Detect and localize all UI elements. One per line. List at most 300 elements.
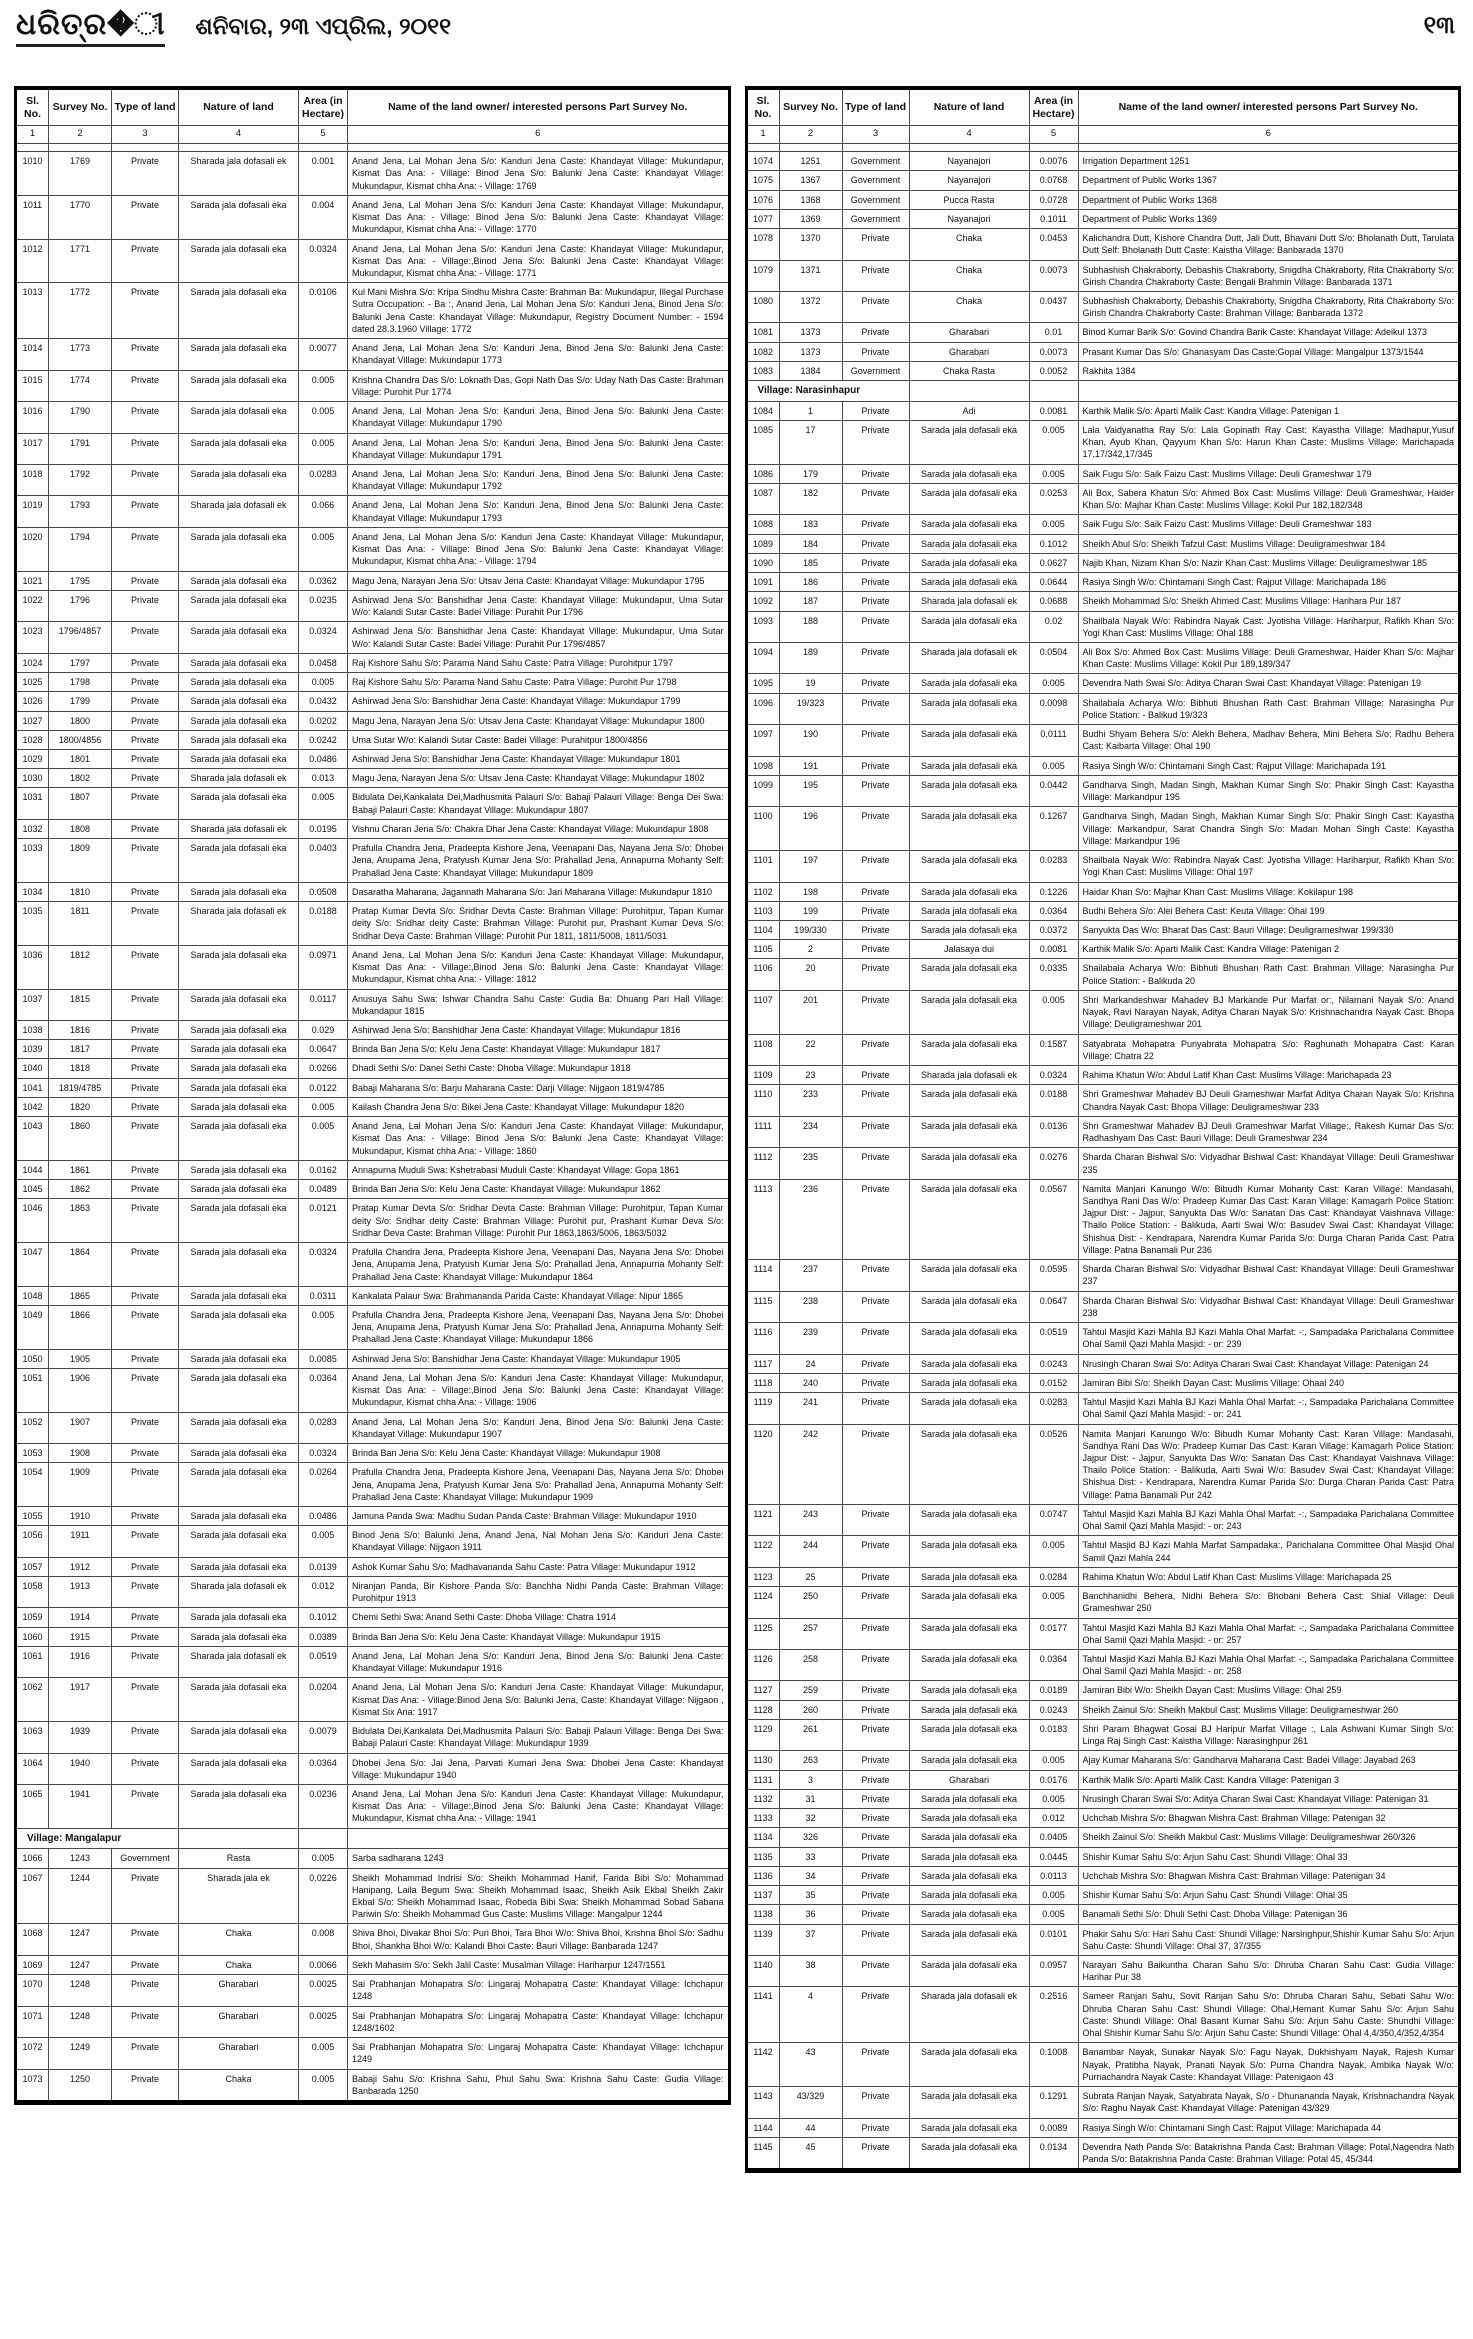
table-row (16, 1557, 730, 1576)
cell-sl-no: 1077 (746, 209, 779, 228)
cell-survey-no: 1796/4857 (49, 622, 112, 653)
cell-type-of-land: Private (112, 1059, 179, 1078)
cell-survey-no: 199/330 (779, 921, 842, 940)
cell-type-of-land: Private (842, 483, 909, 514)
cell-survey-no: 1905 (49, 1349, 112, 1368)
table-row (746, 1789, 1460, 1808)
empty-cell (909, 381, 1029, 402)
cell-sl-no: 1122 (746, 1536, 779, 1567)
cell-sl-no: 1078 (746, 229, 779, 260)
cell-area: 0.005 (299, 788, 348, 819)
cell-nature-of-land: Sarada jala dofasali eka (909, 1587, 1029, 1618)
cell-survey-no: 1910 (49, 1507, 112, 1526)
table-row (16, 673, 730, 692)
cell-survey-no: 196 (779, 807, 842, 851)
cell-type-of-land: Government (842, 171, 909, 190)
cell-survey-no: 43/329 (779, 2087, 842, 2118)
table-row (16, 1059, 730, 1078)
cell-sl-no: 1096 (746, 693, 779, 724)
cell-nature-of-land: Sarada jala dofasali eka (909, 959, 1029, 990)
cell-owner: Nrusingh Charan Swai S/o: Aditya Charan Swai Cast: Khandayat Village: Patenigan 24 (1078, 1354, 1460, 1373)
cell-area: 0.0519 (299, 1646, 348, 1677)
cell-survey-no: 1773 (49, 339, 112, 370)
cell-survey-no: 37 (779, 1924, 842, 1955)
cell-sl-no: 1092 (746, 592, 779, 611)
cell-sl-no: 1064 (16, 1753, 49, 1784)
cell-nature-of-land: Chaka (909, 291, 1029, 322)
table-row (746, 1179, 1460, 1259)
empty-cell (299, 1828, 348, 1849)
cell-sl-no: 1041 (16, 1078, 49, 1097)
cell-nature-of-land: Sarada jala dofasali eka (909, 990, 1029, 1034)
cell-survey-no: 1808 (49, 819, 112, 838)
table-row (746, 1905, 1460, 1924)
cell-sl-no: 1135 (746, 1847, 779, 1866)
cell-type-of-land: Private (112, 622, 179, 653)
cell-area: 0.005 (299, 2069, 348, 2102)
cell-nature-of-land: Sarada jala dofasali eka (179, 882, 299, 901)
cell-owner: Shri Markandeshwar Mahadev BJ Markande Pur Marfat or:, Nilamani Nayak S/o: Anand Nayak, Ravi Narayan Nayak, Aditya Charan Nayak S/o: Krishnachandra Nayak Cast: Bhopa Village: Deuligrameshwar 201 (1078, 990, 1460, 1034)
cell-type-of-land: Private (842, 959, 909, 990)
cell-type-of-land: Private (112, 2038, 179, 2069)
cell-area: 0.0076 (1029, 152, 1078, 171)
cell-area: 0.02 (1029, 611, 1078, 642)
cell-sl-no: 1079 (746, 260, 779, 291)
cell-owner: Anand Jena, Lal Mohan Jena S/o: Kanduri Jena Caste: Khandayat Village: Mukundapur, Kismat Das Ana: - Village: Binod Jena S/o: Balunki Jena Caste: Khandayat Village: Mukundapur, Kismat chha Ana: - Village: 1860 (348, 1117, 730, 1161)
cell-owner: Sekh Mahasim S/o: Sekh Jalil Caste: Musalman Village: Hariharpur 1247/1551 (348, 1955, 730, 1974)
table-row (16, 1463, 730, 1507)
cell-owner: Devendra Nath Swai S/o: Aditya Charan Swai Cast: Khandayat Village: Patenigan 19 (1078, 674, 1460, 693)
cell-sl-no: 1089 (746, 534, 779, 553)
cell-nature-of-land: Sarada jala dofasali eka (179, 945, 299, 989)
cell-nature-of-land: Sarada jala dofasali eka (909, 1886, 1029, 1905)
cell-type-of-land: Private (842, 573, 909, 592)
cell-owner: Anand Jena, Lal Mohan Jena S/o: Kanduri Jena, Binod Jena S/o: Balunki Jena Caste: Khandayat Village: Mukundapur 1907 (348, 1412, 730, 1443)
spacer-cell (179, 144, 299, 152)
cell-owner: Subhashish Chakraborty, Debashis Chakraborty, Snigdha Chakraborty, Rita Chakraborty S/o: Girish Chandra Chakraborty Caste: Bengali Brahmin Village: Banbarada 1371 (1078, 260, 1460, 291)
cell-sl-no: 1053 (16, 1444, 49, 1463)
cell-area: 0.013 (299, 769, 348, 788)
cell-survey-no: 179 (779, 464, 842, 483)
cell-type-of-land: Private (842, 921, 909, 940)
cell-survey-no: 1244 (49, 1868, 112, 1924)
cell-area: 0.0183 (1029, 1719, 1078, 1750)
cell-area: 0.0152 (1029, 1373, 1078, 1392)
cell-nature-of-land: Sarada jala dofasali eka (909, 573, 1029, 592)
cell-owner: Prasant Kumar Das S/o: Ghanasyam Das Caste:Gopal Village: Mangalpur 1373/1544 (1078, 342, 1460, 361)
table-row (746, 940, 1460, 959)
cell-nature-of-land: Sarada jala dofasali eka (909, 1536, 1029, 1567)
table-row (16, 1576, 730, 1607)
cell-owner: Ali Box S/o: Ahmed Box Cast: Muslims Village: Deuli Grameshwar, Haider Khan S/o: Majhar Khan Caste: Muslims Village: Kokil Pur 189,189/347 (1078, 643, 1460, 674)
cell-survey-no: 36 (779, 1905, 842, 1924)
column-number-row (746, 126, 1460, 144)
cell-area: 0.0073 (1029, 260, 1078, 291)
cell-area: 0.0437 (1029, 291, 1078, 322)
cell-sl-no: 1115 (746, 1291, 779, 1322)
header-row (746, 88, 1460, 126)
cell-type-of-land: Private (112, 1785, 179, 1829)
cell-type-of-land: Private (842, 674, 909, 693)
table-row (746, 921, 1460, 940)
cell-sl-no: 1131 (746, 1770, 779, 1789)
cell-owner: Kailash Chandra Jena S/o: Bikei Jena Caste: Khandayat Village: Mukundapur 1820 (348, 1097, 730, 1116)
cell-owner: Shri Param Bhagwat Gosai BJ Haripur Marfat Village :, Lala Ashwani Kumar Singh S/o: Linga Raj Singh Cast: Kaistha Village: Narasinghpur 261 (1078, 1719, 1460, 1750)
cell-sl-no: 1010 (16, 152, 49, 196)
table-row (746, 1424, 1460, 1504)
cell-owner: Shailbala Nayak W/o: Rabindra Nayak Cast: Jyotisha Village: Hariharpur, Rafikh Khan S/o: Yogi Khan Cast: Muslims Village: Ohal 197 (1078, 851, 1460, 882)
cell-type-of-land: Private (112, 1678, 179, 1722)
cell-owner: Karthik Malik S/o: Aparti Malik Cast: Kandra Village: Patenigan 2 (1078, 940, 1460, 959)
cell-survey-no: 44 (779, 2118, 842, 2137)
cell-area: 0.0276 (1029, 1148, 1078, 1179)
cell-area: 0.0283 (299, 465, 348, 496)
cell-sl-no: 1060 (16, 1627, 49, 1646)
cell-sl-no: 1052 (16, 1412, 49, 1443)
cell-nature-of-land: Sarada jala dofasali eka (909, 483, 1029, 514)
table-row (16, 370, 730, 401)
table-row (746, 1719, 1460, 1750)
cell-survey-no: 1248 (49, 2006, 112, 2037)
cell-area: 0.0134 (1029, 2137, 1078, 2170)
cell-sl-no: 1082 (746, 342, 779, 361)
cell-type-of-land: Private (112, 496, 179, 527)
cell-type-of-land: Private (842, 401, 909, 420)
cell-owner: Gandharva Singh, Madan Singh, Makhan Kumar Singh S/o: Phakir Singh Cast: Kayastha Village: Markandpur, Sarat Chandra Singh S/o: Madan Mohan Singh Caste: Kayastha Village: Markandpur 196 (1078, 807, 1460, 851)
cell-nature-of-land: Sarada jala dofasali eka (179, 1020, 299, 1039)
cell-type-of-land: Private (112, 1463, 179, 1507)
cell-type-of-land: Private (112, 1955, 179, 1974)
cell-type-of-land: Private (112, 1040, 179, 1059)
cell-area: 0.005 (1029, 1905, 1078, 1924)
cell-type-of-land: Private (112, 1349, 179, 1368)
cell-survey-no: 244 (779, 1536, 842, 1567)
cell-survey-no: 1367 (779, 171, 842, 190)
cell-sl-no: 1085 (746, 420, 779, 464)
cell-survey-no: 1794 (49, 527, 112, 571)
cell-area: 0.0504 (1029, 643, 1078, 674)
cell-owner: Sheikh Zainul S/o: Sheikh Makbul Cast: Muslims Village: Deuligrameshwar 260/326 (1078, 1828, 1460, 1847)
cell-sl-no: 1018 (16, 465, 49, 496)
column-header: Nature of land (909, 88, 1029, 126)
cell-nature-of-land: Sarada jala dofasali eka (909, 725, 1029, 756)
cell-type-of-land: Private (112, 1608, 179, 1627)
cell-type-of-land: Private (112, 1975, 179, 2006)
table-row (16, 2069, 730, 2102)
cell-nature-of-land: Sarada jala dofasali eka (909, 1393, 1029, 1424)
cell-survey-no: 197 (779, 851, 842, 882)
cell-owner: Irrigation Department 1251 (1078, 152, 1460, 171)
cell-survey-no: 242 (779, 1424, 842, 1504)
cell-owner: Dhobei Jena S/o: Jai Jena, Parvati Kumari Jena Swa: Dhobei Jena Caste: Khandayat Village: Mukundapur 1940 (348, 1753, 730, 1784)
cell-area: 0.0627 (1029, 553, 1078, 572)
cell-nature-of-land: Sarada jala dofasali eka (909, 1789, 1029, 1808)
cell-survey-no: 1373 (779, 323, 842, 342)
cell-nature-of-land: Sarada jala dofasali eka (179, 1349, 299, 1368)
cell-type-of-land: Private (112, 1627, 179, 1646)
cell-type-of-land: Private (112, 1557, 179, 1576)
cell-sl-no: 1025 (16, 673, 49, 692)
cell-owner: Bidulata Dei,Kankalata Dei,Madhusmita Palauri S/o: Babaji Palauri Village: Benga Dei Swa: Babaji Palauri Caste: Khandayat Village: Mukundapur 1807 (348, 788, 730, 819)
cell-sl-no: 1022 (16, 590, 49, 621)
cell-owner: Dasaratha Maharana, Jagannath Maharana S/o: Jari Maharana Village: Mukundapur 1810 (348, 882, 730, 901)
cell-sl-no: 1035 (16, 902, 49, 946)
spacer-cell (842, 144, 909, 152)
cell-survey-no: 326 (779, 1828, 842, 1847)
cell-owner: Ashirwad Jena S/o: Banshidhar Jena Caste: Khandayat Village: Mukundapur, Uma Sutar W/o: Kalandi Sutar Caste: Badei Village: Purahit Pur 1796/4857 (348, 622, 730, 653)
cell-owner: Saik Fugu S/o: Saik Faizu Cast: Muslims Village: Deuli Grameshwar 183 (1078, 515, 1460, 534)
table-row (16, 1020, 730, 1039)
cell-nature-of-land: Sarada jala dofasali eka (179, 1753, 299, 1784)
table-columns (14, 86, 1461, 2173)
cell-survey-no: 236 (779, 1179, 842, 1259)
cell-type-of-land: Private (842, 342, 909, 361)
empty-cell (348, 1828, 730, 1849)
cell-type-of-land: Private (842, 1291, 909, 1322)
cell-area: 0.001 (299, 152, 348, 196)
cell-survey-no: 24 (779, 1354, 842, 1373)
cell-nature-of-land: Adi (909, 401, 1029, 420)
cell-nature-of-land: Sharada jala dofasali ek (179, 1576, 299, 1607)
cell-nature-of-land: Sarada jala dofasali eka (909, 1905, 1029, 1924)
land-records-table-right (745, 86, 1462, 2173)
cell-owner: Department of Public Works 1369 (1078, 209, 1460, 228)
cell-type-of-land: Private (112, 1020, 179, 1039)
cell-type-of-land: Private (112, 239, 179, 283)
cell-survey-no: 1774 (49, 370, 112, 401)
cell-owner: Ashirwad Jena S/o: Banshidhar Jena Caste: Khandayat Village: Mukundapur 1801 (348, 750, 730, 769)
cell-type-of-land: Private (112, 1526, 179, 1557)
cell-sl-no: 1068 (16, 1924, 49, 1955)
column-header: Survey No. (49, 88, 112, 126)
cell-area: 0.0364 (299, 1753, 348, 1784)
cell-type-of-land: Private (842, 1323, 909, 1354)
cell-type-of-land: Private (112, 1117, 179, 1161)
cell-area: 0.0253 (1029, 483, 1078, 514)
cell-owner: Rasiya Singh W/o: Chintamani Singh Cast: Rajput Village: Marichapada 191 (1078, 756, 1460, 775)
cell-nature-of-land: Sarada jala dofasali eka (909, 534, 1029, 553)
cell-type-of-land: Private (842, 1567, 909, 1586)
cell-type-of-land: Private (112, 653, 179, 672)
cell-nature-of-land: Sarada jala dofasali eka (909, 464, 1029, 483)
cell-sl-no: 1031 (16, 788, 49, 819)
cell-area: 0.005 (1029, 420, 1078, 464)
table-row (16, 769, 730, 788)
cell-survey-no: 1790 (49, 402, 112, 433)
column-number: 2 (49, 126, 112, 144)
cell-nature-of-land: Nayanajori (909, 152, 1029, 171)
cell-area: 0.0235 (299, 590, 348, 621)
cell-area: 0.0364 (1029, 1650, 1078, 1681)
table-row (746, 464, 1460, 483)
cell-nature-of-land: Sarada jala dofasali eka (179, 1412, 299, 1443)
cell-survey-no: 1797 (49, 653, 112, 672)
cell-type-of-land: Private (842, 2118, 909, 2137)
table-row (746, 592, 1460, 611)
cell-area: 0.066 (299, 496, 348, 527)
cell-type-of-land: Private (112, 945, 179, 989)
cell-survey-no: 1909 (49, 1463, 112, 1507)
table-row (746, 291, 1460, 322)
cell-survey-no: 1809 (49, 839, 112, 883)
cell-area: 0.0432 (299, 692, 348, 711)
cell-survey-no: 238 (779, 1291, 842, 1322)
cell-area: 0.0335 (1029, 959, 1078, 990)
column-header: Name of the land owner/ interested persons Part Survey No. (1078, 88, 1460, 126)
cell-type-of-land: Government (842, 190, 909, 209)
cell-area: 0.0266 (299, 1059, 348, 1078)
cell-nature-of-land: Gharabari (179, 2006, 299, 2037)
cell-type-of-land: Private (112, 989, 179, 1020)
table-row (16, 283, 730, 339)
column-header: Sl. No. (746, 88, 779, 126)
table-row (746, 851, 1460, 882)
cell-sl-no: 1098 (746, 756, 779, 775)
cell-survey-no: 1243 (49, 1849, 112, 1868)
cell-area: 0.0136 (1029, 1116, 1078, 1147)
cell-survey-no: 1369 (779, 209, 842, 228)
table-row (16, 2006, 730, 2037)
cell-owner: Banchhanidhi Behera, Nidhi Behera S/o: Bhobani Behera Cast: Shial Village: Deuli Grameshwar 250 (1078, 1587, 1460, 1618)
table-row (16, 1507, 730, 1526)
spacer-row (746, 144, 1460, 152)
cell-type-of-land: Private (842, 1504, 909, 1535)
cell-owner: Anand Jena, Lal Mohan Jena S/o: Kanduri Jena, Binod Jena S/o: Balunki Jena Caste: Khandayat Village: Mukundapur 1790 (348, 402, 730, 433)
table-row (16, 1199, 730, 1243)
cell-owner: Binod Kumar Barik S/o: Govind Chandra Barik Caste: Khandayat Village: Adeikul 1373 (1078, 323, 1460, 342)
cell-owner: Prafulla Chandra Jena, Pradeepta Kishore Jena, Veenapani Das, Nayana Jena S/o: Dhobei Jena, Anupama Jena, Pratyush Kumar Jena S/o: Prahallad Jena, Annapurna Mohanty Self: Prahallad Jena Caste: Khandayat Village: Mukundapur 1809 (348, 839, 730, 883)
table-row (16, 902, 730, 946)
table-row (746, 775, 1460, 806)
column-number-row (16, 126, 730, 144)
cell-type-of-land: Private (112, 730, 179, 749)
cell-sl-no: 1100 (746, 807, 779, 851)
table-row (16, 1117, 730, 1161)
cell-nature-of-land: Sarada jala dofasali eka (909, 611, 1029, 642)
cell-type-of-land: Private (112, 1576, 179, 1607)
cell-type-of-land: Private (842, 1618, 909, 1649)
cell-survey-no: 259 (779, 1681, 842, 1700)
column-number: 1 (16, 126, 49, 144)
table-row (16, 711, 730, 730)
cell-survey-no: 185 (779, 553, 842, 572)
cell-nature-of-land: Sarada jala dofasali eka (909, 1956, 1029, 1987)
cell-owner: Sai Prabhanjan Mohapatra S/o: Lingaraj Mohapatra Caste: Khandayat Village: Ichchapur 1248/1602 (348, 2006, 730, 2037)
table-row (746, 643, 1460, 674)
cell-area: 0.0362 (299, 571, 348, 590)
cell-type-of-land: Private (842, 940, 909, 959)
cell-owner: Kalichandra Dutt, Kishore Chandra Dutt, Jali Dutt, Bhavani Dutt S/o: Bholanath Dutt, Tarulata Dutt Self: Bholanath Dutt Caste: Kaistha Village: Banbarada 1370 (1078, 229, 1460, 260)
cell-sl-no: 1124 (746, 1587, 779, 1618)
cell-sl-no: 1070 (16, 1975, 49, 2006)
cell-sl-no: 1073 (16, 2069, 49, 2102)
cell-area: 0.0188 (299, 902, 348, 946)
cell-sl-no: 1047 (16, 1243, 49, 1287)
cell-survey-no: 233 (779, 1085, 842, 1116)
table-row (16, 622, 730, 653)
table-row (746, 209, 1460, 228)
cell-nature-of-land: Sarada jala dofasali eka (179, 1117, 299, 1161)
cell-area: 0.005 (299, 433, 348, 464)
spacer-cell (112, 144, 179, 152)
cell-nature-of-land: Sarada jala dofasali eka (909, 1179, 1029, 1259)
cell-sl-no: 1091 (746, 573, 779, 592)
cell-area: 0.005 (1029, 1536, 1078, 1567)
table-row (746, 1291, 1460, 1322)
cell-nature-of-land: Sarada jala dofasali eka (909, 1085, 1029, 1116)
cell-survey-no: 1861 (49, 1160, 112, 1179)
table-row (746, 534, 1460, 553)
cell-owner: Ashirwad Jena S/o: Banshidhar Jena Caste: Khandayat Village: Mukundapur 1816 (348, 1020, 730, 1039)
spacer-cell (1029, 144, 1078, 152)
cell-nature-of-land: Chaka (909, 229, 1029, 260)
cell-survey-no: 1251 (779, 152, 842, 171)
cell-nature-of-land: Sarada jala dofasali eka (179, 692, 299, 711)
cell-sl-no: 1030 (16, 769, 49, 788)
cell-survey-no: 1816 (49, 1020, 112, 1039)
table-row (746, 2087, 1460, 2118)
cell-type-of-land: Private (842, 1987, 909, 2043)
cell-type-of-land: Private (112, 527, 179, 571)
cell-nature-of-land: Sarada jala dofasali eka (909, 693, 1029, 724)
table-row (16, 1040, 730, 1059)
cell-type-of-land: Private (112, 902, 179, 946)
cell-type-of-land: Private (112, 1924, 179, 1955)
cell-sl-no: 1080 (746, 291, 779, 322)
cell-survey-no: 1907 (49, 1412, 112, 1443)
cell-sl-no: 1058 (16, 1576, 49, 1607)
cell-nature-of-land: Gharabari (909, 1770, 1029, 1789)
column-number: 6 (1078, 126, 1460, 144)
cell-area: 0.0284 (1029, 1567, 1078, 1586)
cell-nature-of-land: Chaka (179, 2069, 299, 2102)
village-section-label: Village: Narasinhapur (746, 381, 909, 402)
cell-survey-no: 183 (779, 515, 842, 534)
cell-owner: Sharda Charan Bishwal S/o: Vidyadhar Bishwal Cast: Khandayat Village: Deuli Grameshwar 237 (1078, 1260, 1460, 1291)
cell-survey-no: 1939 (49, 1722, 112, 1753)
column-number: 4 (179, 126, 299, 144)
cell-nature-of-land: Sarada jala dofasali eka (909, 1291, 1029, 1322)
table-row (746, 901, 1460, 920)
table-row (746, 1116, 1460, 1147)
cell-type-of-land: Private (842, 882, 909, 901)
cell-type-of-land: Private (842, 464, 909, 483)
cell-survey-no: 188 (779, 611, 842, 642)
cell-survey-no: 1820 (49, 1097, 112, 1116)
cell-area: 0.0283 (299, 1412, 348, 1443)
cell-owner: Sharda Charan Bishwal S/o: Vidyadhar Bishwal Cast: Khandayat Village: Deuli Grameshwar 238 (1078, 1291, 1460, 1322)
cell-survey-no: 1771 (49, 239, 112, 283)
cell-nature-of-land: Sarada jala dofasali eka (179, 673, 299, 692)
cell-area: 0.005 (299, 527, 348, 571)
cell-area: 0.0176 (1029, 1770, 1078, 1789)
table-row (746, 483, 1460, 514)
cell-survey-no: 1815 (49, 989, 112, 1020)
cell-sl-no: 1132 (746, 1789, 779, 1808)
table-row (746, 260, 1460, 291)
cell-type-of-land: Private (112, 692, 179, 711)
cell-nature-of-land: Sarada jala dofasali eka (909, 674, 1029, 693)
cell-area: 0.0081 (1029, 401, 1078, 420)
cell-owner: Brinda Ban Jena S/o: Kelu Jena Caste: Khandayat Village: Mukundapur 1817 (348, 1040, 730, 1059)
table-row (16, 1243, 730, 1287)
cell-type-of-land: Private (112, 339, 179, 370)
table-row (746, 1847, 1460, 1866)
cell-nature-of-land: Sarada jala dofasali eka (179, 239, 299, 283)
cell-area: 0.005 (299, 402, 348, 433)
cell-area: 0.0324 (1029, 1066, 1078, 1085)
cell-area: 0.0117 (299, 989, 348, 1020)
